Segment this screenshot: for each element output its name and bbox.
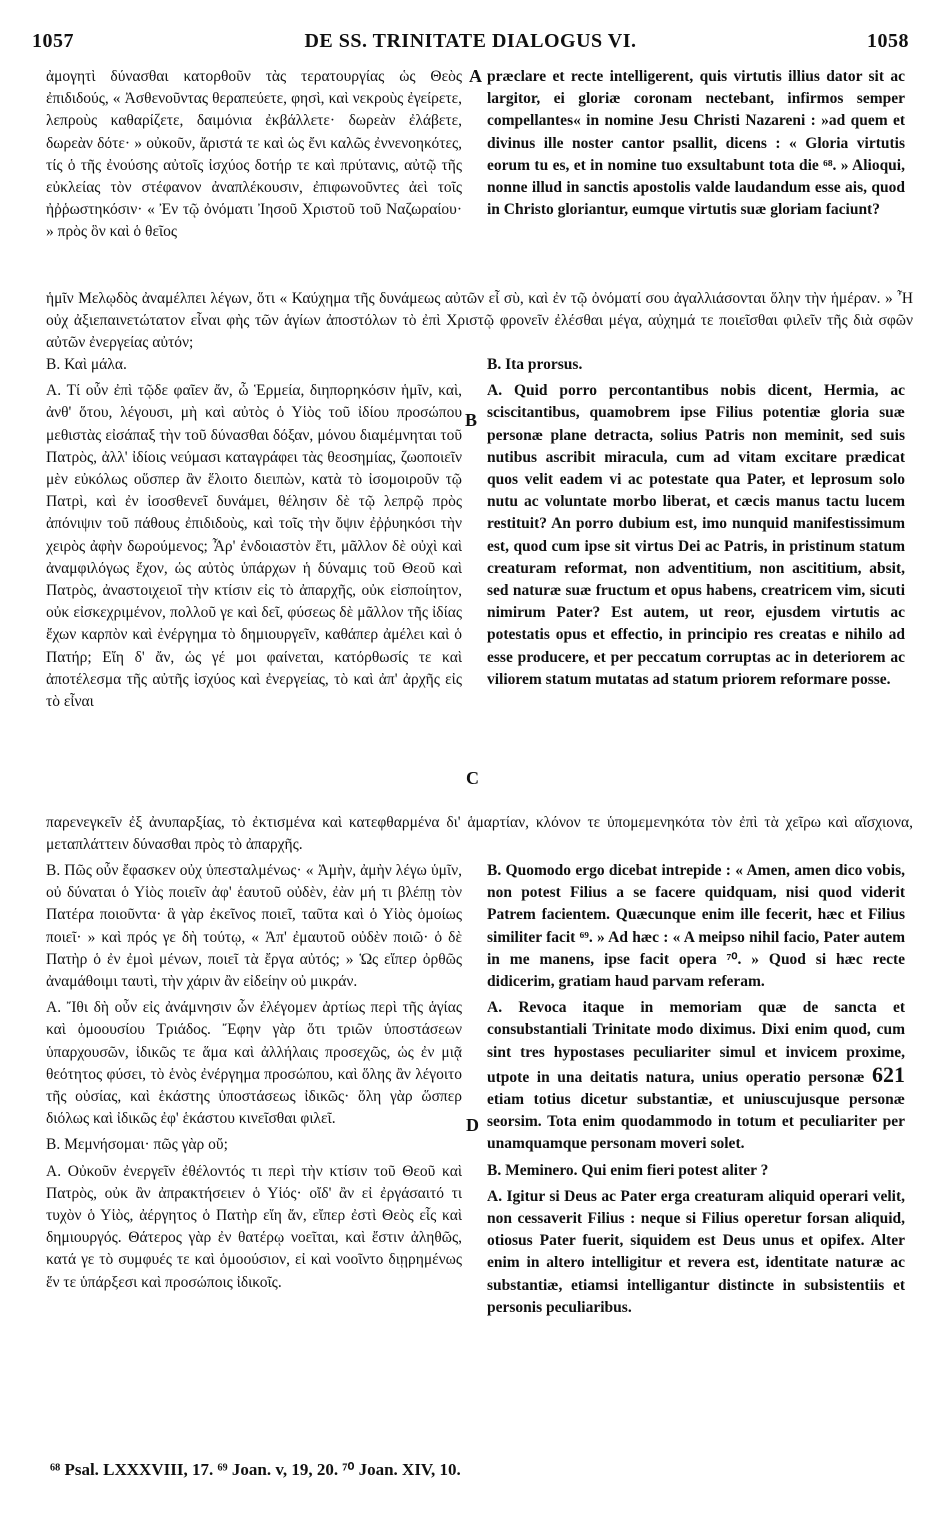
latin-text: A. Revoca itaque in memoriam quæ de sancta et consubstantiali Trinitate modo diximus. Dixi enim quod, cum sint tres hypostases peculiariter simul et invicem proxime, utpote in una deitatis natura, unius operatio personæ <box>487 999 905 1086</box>
footnotes: ⁶⁸ Psal. LXXXVIII, 17. ⁶⁹ Joan. v, 19, 20. ⁷⁰ Joan. XIV, 10. <box>50 1460 461 1479</box>
latin-column-bottom <box>487 860 905 1319</box>
right-page-number: 1058 <box>867 30 909 52</box>
greek-paragraph: B. Καὶ μάλα. <box>46 356 127 373</box>
greek-column-middle <box>46 354 462 713</box>
latin-text: etiam totius dicetur substantiæ, et uniuscujusque personæ seorsim. Tota enim quodammodo in totum et peculiariter per unamquamque personam moveri solet. <box>487 1091 905 1153</box>
greek-column-top <box>46 66 462 244</box>
latin-paragraph: A. Igitur si Deus ac Pater erga creaturam aliquid operari velit, non cessaverit Filius : neque si Filius operetur forsan aliquid, otiosus Pater fuerit, siquidem est Deus unus et opifex. Alter enim in altero intelligitur et revera est, identitate naturæ ac substantiæ, etiamsi intelligantur distincte in subsistentiis et personis peculiaribus. <box>487 1187 905 1316</box>
section-marker-a: A <box>469 66 482 86</box>
section-marker-d: D <box>466 1115 479 1135</box>
section-marker-b: B <box>465 410 478 430</box>
greek-paragraph: B. Μεμνήσομαι· πῶς γὰρ οὔ; <box>46 1136 228 1154</box>
latin-paragraph: A. Quid porro percontantibus nobis dicent, Hermia, ac sciscitantibus, quamobrem ipse Filius potentiæ gloria suæ personæ plane detracta, solius Patris non meminit, sed suis nutibus ascribit miracula, cum ad vitam excitare prædicat quos velit eadem vi ac potestate qua Pater, et leprosum solo nutu ac voluntate morbo liberat, et cæcis manus tactu lucem restituit? An porro dubium est, imo nunquid manifestissimum est, quod cum ipse sit virtus Dei ac Patris, in pristinum statum creaturam reformat, non adventitium, non ascititium, absit, sed naturæ suæ fructum et opus habens, creatricem vim, sicuti nimirum Pater? Est autem, ut reor, ejusdem virtutis ac potestatis opus et effectio, in principio res creatas e nihilo ad esse producere, et per peccatum corruptas ac in deteriorem ac viliorem statum mutatas ad statum priorem reformare posse. <box>487 382 905 688</box>
running-title: DE SS. TRINITATE DIALOGUS VI. <box>304 30 637 52</box>
page-header <box>28 30 913 58</box>
greek-full-width-1 <box>46 288 913 355</box>
greek-paragraph: B. Πῶς οὖν ἔφασκεν οὐχ ὑπεσταλμένως· « Ἀμὴν, ἀμὴν λέγω ὑμῖν, οὐ δύναται ὁ Υἱὸς ποιεῖν ἀφ' ἑαυτοῦ οὐδὲν, ἐὰν μή τι βλέπῃ τὸν Πατέρα ποιοῦντα· ἃ γὰρ ἐκεῖνος ποιεῖ, ταῦτα καὶ ὁ Υἱὸς ὁμοίως ποιεῖ· » καὶ πρός γε δὴ τούτῳ, « Ἀπ' ἐμαυτοῦ οὐδὲν ποιῶ· ὁ δὲ Πατὴρ ὁ ἐν ἐμοὶ μένων, ποιεῖ τὰ ἔργα αὐτός; » Ὡς εἴπερ ὀρθῶς ἀναμάθοιμι ταυτὶ, τὴν χάριν ἂν εἰδείην οὐ μικράν. <box>46 862 462 991</box>
latin-paragraph <box>487 997 905 1155</box>
latin-column-middle <box>487 354 905 691</box>
greek-paragraph: A. Οὐκοῦν ἐνεργεῖν ἐθέλοντός τι περὶ τὴν κτίσιν τοῦ Θεοῦ καὶ Πατρὸς, οὐκ ἂν ἀπρακτήσειεν ὁ Υἱός· οἴδ' ἂν εἰ ἐργάσαιτό τι τυχὸν ὁ Υἱὸς, ἀέργητος ὁ Πατὴρ εἴη ἄν, εἴπερ ἐστὶ Θεὸς εἷς καὶ δημιουργός. Θάτερος γὰρ ἐν θατέρῳ νοεῖται, καὶ ἔστιν ἀληθῶς, κατά γε τὸ συμφυές τε καὶ ὁμοούσιον, εἰ καὶ νοοῖντο διῃρημένως ἕν τε ὑπάρξεσι καὶ προσώποις ἰδικοῖς. <box>46 1162 462 1291</box>
greek-paragraph: ἀμογητὶ δύνασθαι κατορθοῦν τὰς τερατουργίας ὡς Θεὸς ἐπιδιδούς, « Ἀσθενοῦντας θεραπεύετε, φησὶ, καὶ νεκροὺς ἐγείρετε, λεπροὺς καθαρίζετε, δαιμόνια ἐκβάλλετε· δωρεὰν ἐλάβετε, δωρεὰν δότε· » οὐκοῦν, ἄριστά τε καὶ ὡς ἔνι καλῶς ἐννενοηκότες, τίς ὁ τῆς ἐνούσης αὐτοῖς ἰσχύος δοτήρ τε καὶ πρύτανις, αὐτῷ τῆς εὐκλείας τὸν στέφανον ἀναπλέκουσιν, ἐπιφωνοῦντες ἀεὶ τοῖς ἠῤῥωστηκόσιν· « Ἐν τῷ ὀνόματι Ἰησοῦ Χριστοῦ τοῦ Ναζωραίου· » πρὸς ὃν καὶ ὁ θεῖος <box>46 68 462 241</box>
latin-paragraph: B. Quomodo ergo dicebat intrepide : « Amen, amen dico vobis, non potest Filius a se facere quidquam, nisi quod viderit Patrem facientem. Quæcunque enim ille fecerit, hæc et Filius similiter facit ⁶⁹. » Ad hæc : « A meipso nihil facio, Pater autem in me manens, ipse facit opera ⁷⁰. » Quod si hæc recte didicerim, gratiam haud parvam referam. <box>487 862 905 991</box>
section-marker-c: C <box>466 768 479 788</box>
greek-paragraph: ἡμῖν Μελῳδὸς ἀναμέλπει λέγων, ὅτι « Καύχημα τῆς δυνάμεως αὐτῶν εἶ σὺ, καὶ ἐν τῷ ὀνόματί σου ἀγαλλιάσονται ὅλην τὴν ἡμέραν. » Ἦ οὐχ ἀξιεπαινετώτατον εἶναι φὴς τῶν ἁγίων ἀποστόλων τὸ ἐπὶ Χριστῷ φρονεῖν ἐλέσθαι μέγα, αὐχημά τε ποιεῖσθαι φιλεῖν τῆς διὰ σφῶν αὐτῶν ἐνεργείας αὐτόν; <box>46 290 913 352</box>
latin-column-top <box>487 66 905 221</box>
greek-paragraph: A. Τί οὖν ἐπὶ τῷδε φαῖεν ἄν, ὦ Ἑρμεία, διηπορηκόσιν ἡμῖν, καὶ, ἀνθ' ὅτου, λέγουσι, μὴ καὶ αὐτὸς ὁ Υἱὸς τοῦ ἰδίου προσώπου μεθιστὰς εἰσάπαξ τὴν τοῦ δύνασθαι δόξαν, μόνου διαμέμνηται τοῦ Πατρὸς, ἀλλ' ἰδίοις νεύμασι καταγράφει τὰς θεοσημίας, ζωοποιεῖν μὲν εὐκόλως οὕσπερ ἂν ἕλοιτο διειπὼν, κατὰ τὸ ἰσομοιροῦν τῷ Πατρὶ, καὶ ἐν ἰσοσθενεῖ δυνάμει, θέλησιν δὲ τῷ λεπρῷ πρὸς ἀπόνιψιν τοῦ πάθους ἐπιδιδοὺς, καὶ τοῖς τὴν ὄψιν ἐῤῥυηκόσι τὴν χειρὸς ἀφὴν δωρούμενος; Ἆρ' ἐνδοιαστὸν ἔτι, μᾶλλον δὲ οὐχὶ καὶ ἀναμφιλόγως ἔχον, ὡς αὐτὸς ὑπάρχων ἡ δύναμις τοῦ Θεοῦ καὶ Πατρὸς, ἀναστοιχειοῖ τὴν κτίσιν εἰς τὸ ἀπαρχῆς, οὐκ εἰσποίητον, οὐκ εἰσκεχριμένον, πολλοῦ γε καὶ δεῖ, φύσεως δὲ μᾶλλον τῆς ἰδίας ἔχων καρπὸν καὶ ἐνέργημα τὸ δημιουργεῖν, καθάπερ ἀμέλει καὶ ὁ Πατήρ; Εἴη δ' ἄν, ὡς γέ μοι φαίνεται, κατόρθωσίς τε καὶ ἀποτέλεσμα τῆς αὐτῆς ἰσχύος καὶ ἐνεργείας, τὸ καὶ ἀπ' ἀρχῆς εἰς τὸ εἶναι <box>46 382 462 711</box>
marginal-reference-number: 621 <box>872 1061 905 1087</box>
latin-paragraph: B. Meminero. Qui enim fieri potest aliter ? <box>487 1161 769 1179</box>
latin-paragraph: præclare et recte intelligerent, quis virtutis illius dator sit ac largitor, ei gloriæ coronam nectebant, infirmos semper compellantes« in nomine Jesu Christi Nazareni : »ad quem et divinus ille noster cantor psallit, dicens : « Gloria virtutis eorum tu es, et in nomine tuo exsultabunt tota die ⁶⁸. » Alioqui, nonne illud in sanctis apostolis valde laudandum esse ais, quod in Christo gloriantur, eumque virtutis suæ gloriam faciunt? <box>487 68 905 219</box>
greek-paragraph: A. Ἴθι δὴ οὖν εἰς ἀνάμνησιν ὧν ἐλέγομεν ἀρτίως περὶ τῆς ἁγίας καὶ ὁμοουσίου Τριάδος. Ἔφην γὰρ ὅτι τριῶν ὑποστάσεων ὑπαρχουσῶν, ἰδικῶς τε ἅμα καὶ ἀλλήλαις προσεχῶς, ὡς ἐν μιᾷ θεότητος φύσει, τὸ ἑνὸς ἐνέργημα προσώπου, καὶ ὅλης ἂν λέγοιτο τῆς οὐσίας, καὶ ἑκάστης ὑποστάσεως ἰδικῶς· ὅλη γὰρ ὥσπερ διόλως καὶ ἰδικῶς ἐφ' ἑκάστου κινεῖσθαι φιλεῖ. <box>46 999 462 1128</box>
latin-paragraph: B. Ita prorsus. <box>487 356 583 373</box>
left-page-number: 1057 <box>32 30 74 52</box>
greek-paragraph: παρενεγκεῖν ἐξ ἀνυπαρξίας, τὸ ἐκτισμένα καὶ κατεφθαρμένα δι' ἁμαρτίαν, κλόνον τε ὑπομεμενηκότα τὸν ἐπὶ τὰ χεῖρω καὶ αἴσχιονα, μεταπλάττειν δύνασθαι πρὸς τὸ ἀπαρχῆς. <box>46 814 913 854</box>
greek-column-bottom <box>46 860 462 1294</box>
greek-full-width-2 <box>46 812 913 856</box>
